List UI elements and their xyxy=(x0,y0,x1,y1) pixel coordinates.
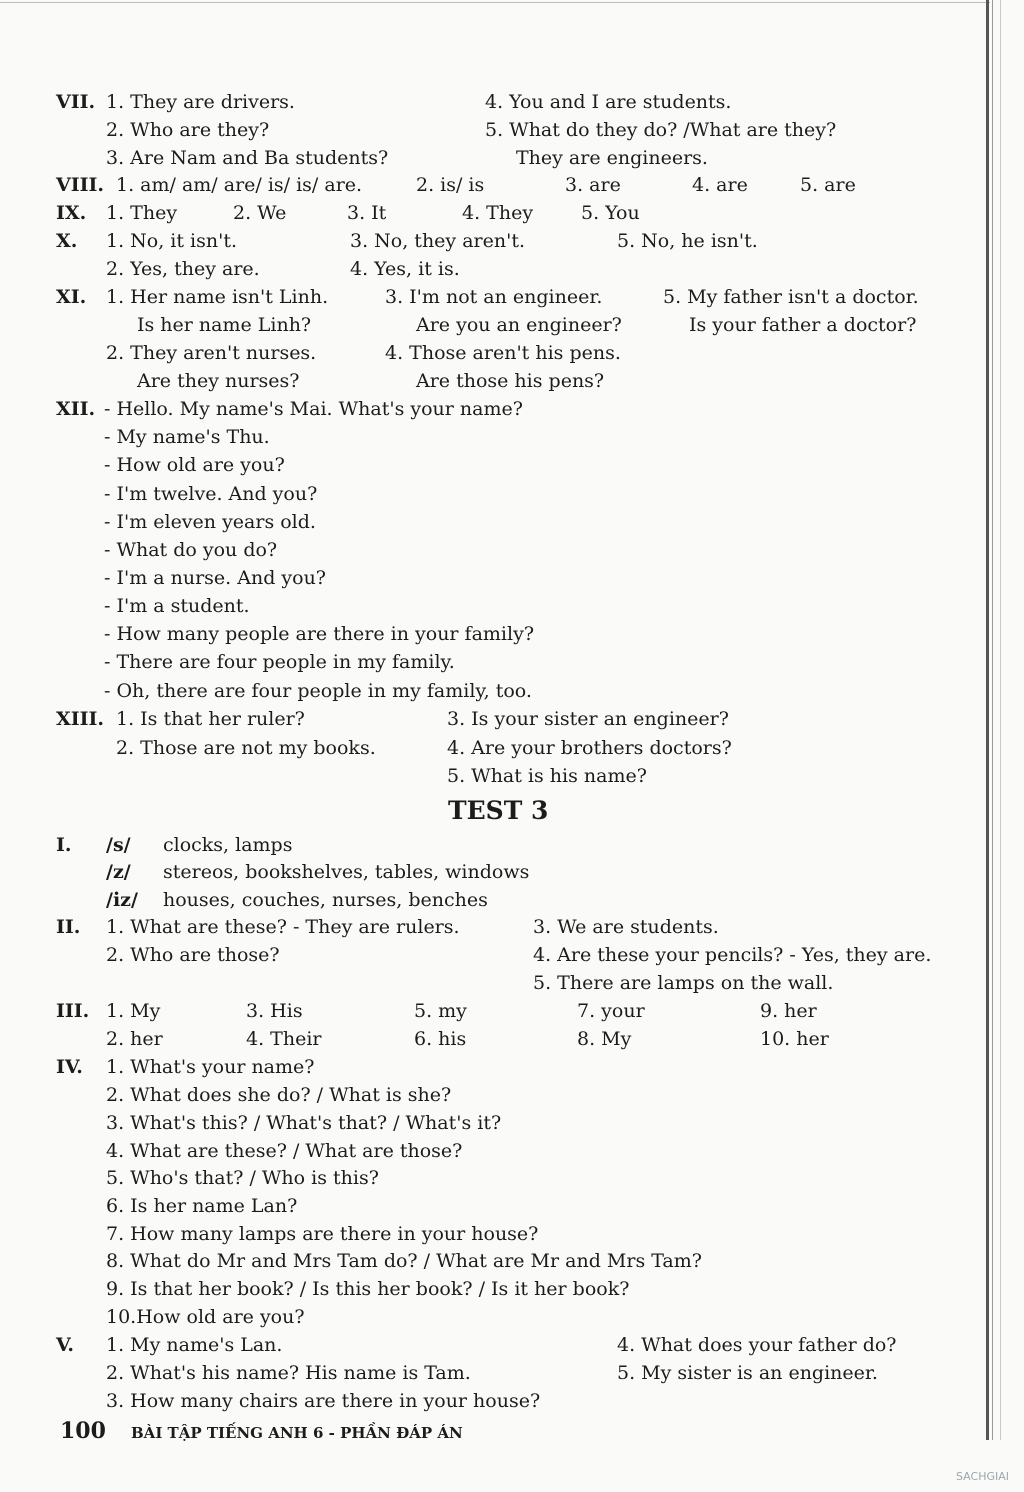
answer-item: 4. They xyxy=(462,202,534,224)
answer-item-continuation: Is your father a doctor? xyxy=(689,314,917,336)
section-label-v: V. xyxy=(56,1334,75,1356)
answer-item: 5. There are lamps on the wall. xyxy=(533,972,834,994)
answer-item: 5. No, he isn't. xyxy=(617,230,758,252)
answer-item: 3. How many chairs are there in your house? xyxy=(106,1390,541,1412)
answer-item: 1. Her name isn't Linh. xyxy=(106,286,329,308)
dialogue-line: - My name's Thu. xyxy=(104,426,270,448)
section-label-ix: IX. xyxy=(56,202,87,224)
answer-item: 6. his xyxy=(414,1028,467,1050)
section-label-vii: VII. xyxy=(56,91,96,113)
answer-item: 4. What does your father do? xyxy=(617,1334,897,1356)
answer-item: 2. What's his name? His name is Tam. xyxy=(106,1362,471,1384)
answer-item: 2. Who are they? xyxy=(106,119,270,141)
answer-item: 2. What does she do? / What is she? xyxy=(106,1084,452,1106)
answer-item: 4. You and I are students. xyxy=(485,91,732,113)
answer-item: 2. They aren't nurses. xyxy=(106,342,317,364)
answer-item: 4. Are these your pencils? - Yes, they are. xyxy=(533,944,932,966)
answer-item: 4. Are your brothers doctors? xyxy=(447,737,732,759)
answer-item: 4. What are these? / What are those? xyxy=(106,1140,463,1162)
answer-item: 3. are xyxy=(565,174,621,196)
dialogue-line: - How old are you? xyxy=(104,454,285,476)
answer-item: 1. They are drivers. xyxy=(106,91,295,113)
phoneme-symbol: /s/ xyxy=(106,834,131,856)
answer-item: 3. His xyxy=(246,1000,303,1022)
answer-item: 5. You xyxy=(581,202,640,224)
answer-item: 5. What is his name? xyxy=(447,765,647,787)
answer-item: 8. My xyxy=(577,1028,632,1050)
answer-item: 5. My sister is an engineer. xyxy=(617,1362,878,1384)
answer-item: 3. It xyxy=(347,202,387,224)
test-heading: TEST 3 xyxy=(448,796,549,825)
answer-item: 2. Who are those? xyxy=(106,944,280,966)
page-number: 100 xyxy=(60,1418,106,1444)
answer-item: 3. Is your sister an engineer? xyxy=(447,708,729,730)
answer-item: 5. What do they do? /What are they? xyxy=(485,119,837,141)
answer-item: 3. We are students. xyxy=(533,916,719,938)
section-label-iv: IV. xyxy=(56,1056,83,1078)
phoneme-symbol: /z/ xyxy=(106,861,131,883)
dialogue-line: - I'm eleven years old. xyxy=(104,511,316,533)
answer-item: 9. her xyxy=(760,1000,817,1022)
book-title-footer: BÀI TẬP TIẾNG ANH 6 - PHẦN ĐÁP ÁN xyxy=(131,1424,463,1442)
book-binding-edge xyxy=(980,0,1024,1492)
answer-item: 1. My name's Lan. xyxy=(106,1334,283,1356)
answer-item: 1. What are these? - They are rulers. xyxy=(106,916,460,938)
dialogue-line: - How many people are there in your family? xyxy=(104,623,535,645)
answer-item: 5. Who's that? / Who is this? xyxy=(106,1167,379,1189)
answer-item: 3. I'm not an engineer. xyxy=(385,286,603,308)
answer-item: 2. is/ is xyxy=(416,174,485,196)
section-label-ii: II. xyxy=(56,916,81,938)
phoneme-words: stereos, bookshelves, tables, windows xyxy=(163,861,530,883)
answer-item: 1. No, it isn't. xyxy=(106,230,238,252)
section-label-iii: III. xyxy=(56,1000,90,1022)
phoneme-words: clocks, lamps xyxy=(163,834,293,856)
dialogue-line: - There are four people in my family. xyxy=(104,651,455,673)
answer-item: 3. No, they aren't. xyxy=(350,230,525,252)
answer-item-continuation: They are engineers. xyxy=(516,147,708,169)
answer-item-continuation: Are those his pens? xyxy=(416,370,605,392)
answer-item: 4. Those aren't his pens. xyxy=(385,342,621,364)
watermark-logo: SACHGIAI xyxy=(956,1470,1010,1483)
answer-item: 7. How many lamps are there in your house? xyxy=(106,1223,539,1245)
answer-item: 1. Is that her ruler? xyxy=(116,708,305,730)
answer-item: 2. We xyxy=(233,202,287,224)
phoneme-words: houses, couches, nurses, benches xyxy=(163,889,488,911)
answer-item: 7. your xyxy=(577,1000,645,1022)
answer-item: 1. My xyxy=(106,1000,161,1022)
section-label-xii: XII. xyxy=(56,398,96,420)
answer-item: 5. are xyxy=(800,174,856,196)
answer-item: 8. What do Mr and Mrs Tam do? / What are Mr and Mrs Tam? xyxy=(106,1250,702,1272)
dialogue-line: - I'm a nurse. And you? xyxy=(104,567,326,589)
answer-item: 2. Yes, they are. xyxy=(106,258,260,280)
section-label-i: I. xyxy=(56,834,72,856)
answer-item: 6. Is her name Lan? xyxy=(106,1195,298,1217)
section-label-xi: XI. xyxy=(56,286,87,308)
phoneme-symbol: /iz/ xyxy=(106,889,138,911)
answer-item: 9. Is that her book? / Is this her book? / Is it her book? xyxy=(106,1278,630,1300)
answer-item: 2. Those are not my books. xyxy=(116,737,376,759)
section-label-x: X. xyxy=(56,230,78,252)
answer-item: 10.How old are you? xyxy=(106,1306,305,1328)
answer-item: 4. Their xyxy=(246,1028,322,1050)
dialogue-line: - Oh, there are four people in my family, too. xyxy=(104,680,532,702)
answer-item: 1. They xyxy=(106,202,178,224)
top-rule xyxy=(0,2,990,3)
answer-item-continuation: Are you an engineer? xyxy=(416,314,622,336)
answer-item: 4. Yes, it is. xyxy=(350,258,460,280)
dialogue-line: - What do you do? xyxy=(104,539,278,561)
section-label-xiii: XIII. xyxy=(56,708,105,730)
answer-item: 1. am/ am/ are/ is/ is/ are. xyxy=(116,174,363,196)
answer-item: 3. Are Nam and Ba students? xyxy=(106,147,389,169)
answer-item: 3. What's this? / What's that? / What's it? xyxy=(106,1112,502,1134)
answer-item-continuation: Is her name Linh? xyxy=(137,314,312,336)
answer-item: 4. are xyxy=(692,174,748,196)
answer-item: 2. her xyxy=(106,1028,163,1050)
answer-item: 1. What's your name? xyxy=(106,1056,315,1078)
answer-item-continuation: Are they nurses? xyxy=(137,370,300,392)
dialogue-line: - Hello. My name's Mai. What's your name? xyxy=(104,398,523,420)
dialogue-line: - I'm twelve. And you? xyxy=(104,483,318,505)
answer-item: 5. My father isn't a doctor. xyxy=(663,286,919,308)
section-label-viii: VIII. xyxy=(56,174,105,196)
answer-item: 5. my xyxy=(414,1000,467,1022)
answer-item: 10. her xyxy=(760,1028,829,1050)
dialogue-line: - I'm a student. xyxy=(104,595,250,617)
